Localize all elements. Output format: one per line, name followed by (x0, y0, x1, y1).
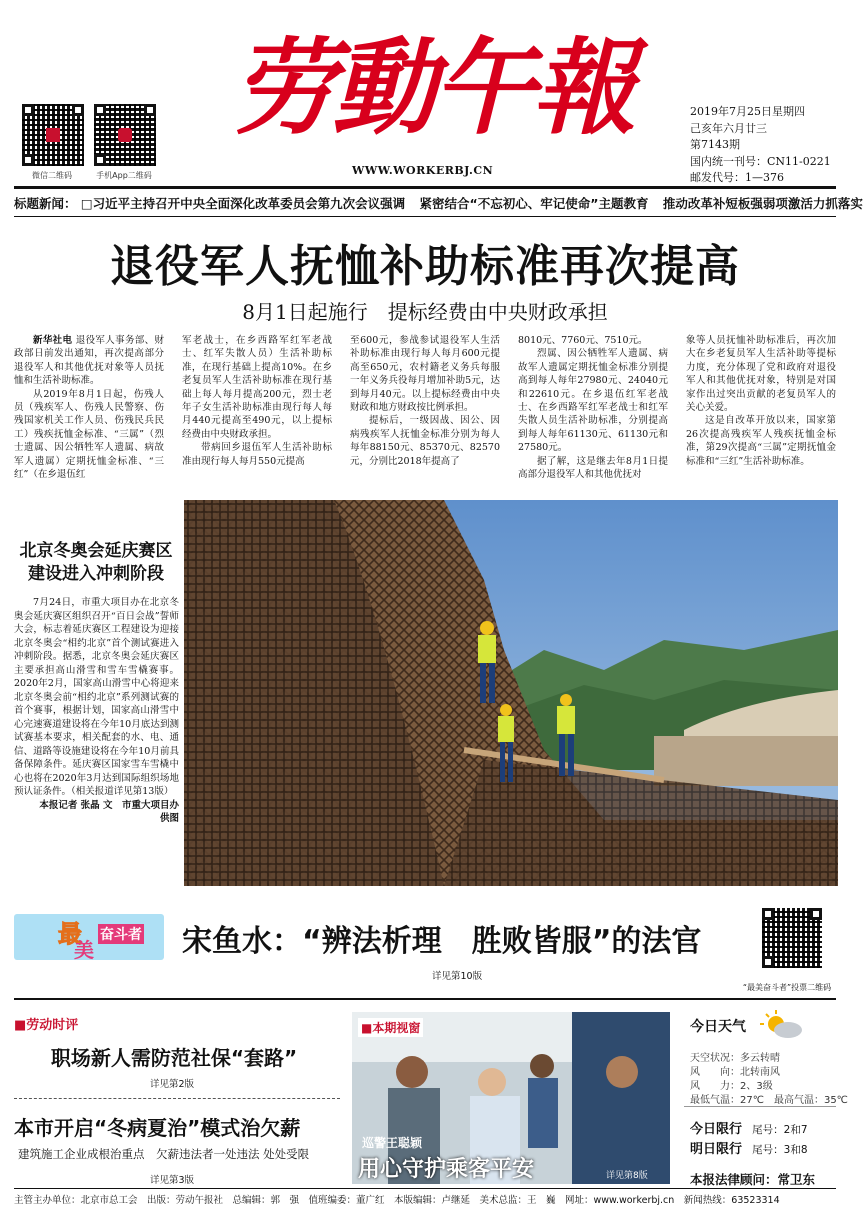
footer-divider (14, 1188, 836, 1189)
badge-tag: 奋斗者 (98, 924, 144, 944)
newspaper-logo: 劳動午報 (232, 26, 633, 149)
lower-divider (14, 998, 836, 1000)
side-story-text: 7月24日，市重大项目办在北京冬奥会延庆赛区组织召开“百日会战”誓师大会，标志着延庆赛区工程建设为迎接北京冬奥会“相约北京”首个测试赛进入冲刺阶段。据悉，北京冬奥会延庆赛区主要承担高山滑雪和雪车雪橇赛事。2020年2月，国家高山滑雪中心将迎来北京冬奥会前“相约北京”系列测试赛的首个赛事，根据计划，国家高山滑雪中心完速赛道建设将在今年10月底达到测试赛基本要求，相关配套的水、电、通信、道路等设施建设将在今年10月前具备保障条件。延庆赛区国家雪车雪橇中心也将在2020年3月达到国际组织场地预认证条件。（相关报道详见第13版） (14, 597, 179, 797)
traffic-tomorrow-value: 尾号：3和8 (752, 1144, 808, 1156)
lead-text: 带病回乡退伍军人生活补助标准由现行每人每月550元提高 (182, 442, 332, 467)
postal-code: 邮发代号：1—376 (690, 171, 784, 184)
commentary-headline[interactable]: 职场新人需防范社保“套路” (50, 1046, 298, 1070)
most-beautiful-badge[interactable] (14, 914, 164, 960)
lead-column-4 (518, 334, 668, 496)
construction-photo-art (184, 500, 838, 886)
window-caption-small: 巡警王聪颖 (362, 1136, 423, 1150)
weather-wind-direction: 风 向：北转南风 (690, 1067, 780, 1078)
traffic-today-label: 今日限行 (690, 1122, 743, 1137)
badge-char-mid: 美 (74, 938, 94, 962)
construction-photo[interactable] (184, 500, 838, 886)
banner-title[interactable]: 宋鱼水：“辨法析理 胜败皆服”的法官 (182, 924, 702, 959)
lead-column-5 (686, 334, 836, 496)
lead-text: 据了解，这是继去年8月1日提高部分退役军人和其他优抚对 (518, 455, 668, 481)
lead-text: 象等人员抚恤补助标准后，再次加大在乡老复员军人生活补助等提标力度，充分体现了党和政府对退役军人和其他优抚对象，特别是对国家作出过突出贡献的老复员军人的关心关爱。 (686, 335, 836, 414)
lead-subheadline: 8月1日起施行 提标经费由中央财政承担 (242, 300, 608, 324)
weather-temperature: 最低气温：27℃ 最高气温：35℃ (690, 1095, 848, 1106)
masthead-divider (14, 186, 836, 189)
vote-qr-caption: “最美奋斗者”投票二维码 (742, 983, 832, 992)
byline: 新华社电 (33, 335, 73, 346)
lead-headline[interactable]: 退役军人抚恤补助标准再次提高 (110, 241, 740, 292)
app-qr-label: 手机App二维码 (96, 171, 152, 180)
weather-sky: 天空状况：多云转晴 (690, 1053, 780, 1064)
wechat-qr-code[interactable] (22, 104, 84, 166)
side-story-headline[interactable]: 北京冬奥会延庆赛区建设进入冲刺阶段 (19, 541, 173, 584)
commentary-divider (14, 1098, 340, 1099)
headline-divider (14, 216, 836, 217)
lead-text: 这是自改革开放以来，国家第26次提高残疾军人残疾抚恤金标准，第29次提高“三属”定期抚恤金标准和“三红”生活补助标准。 (686, 415, 836, 467)
traffic-tomorrow (690, 1138, 808, 1157)
headline-item[interactable]: 推动改革补短板强弱项激活力抓落实 (662, 196, 863, 211)
app-qr-code[interactable] (94, 104, 156, 166)
second-story-headline[interactable]: 本市开启“冬病夏治”模式治欠薪 (14, 1116, 301, 1140)
partly-cloudy-icon (760, 1010, 804, 1040)
second-story-subheadline: 建筑施工企业成根治重点 欠薪违法者一处违法 处处受限 (18, 1147, 310, 1161)
serial-number: 国内统一刊号：CN11-0221 (690, 154, 831, 168)
vote-qr-code[interactable] (762, 908, 822, 968)
window-photo[interactable] (352, 1012, 670, 1184)
weather-details (690, 1052, 848, 1108)
weather-divider (684, 1106, 836, 1107)
traffic-tomorrow-label: 明日限行 (690, 1142, 743, 1157)
traffic-today (690, 1118, 808, 1137)
lead-text: 退役军人事务部、财政部日前发出通知，再次提高部分退役军人和其他优抚对象等人员抚恤和生活补助标准。 (14, 335, 164, 387)
issue-info (690, 104, 831, 187)
window-label: ■本期视窗 (358, 1018, 423, 1037)
site-url[interactable]: WWW.WORKERBJ.CN (352, 164, 494, 177)
footer-credits: 主管主办单位：北京市总工会 出版：劳动午报社 总编辑：郭 强 值班编委：董广红 本版编辑：卢继延 美术总监：王 巍 网址：www.workerbj.cn 新闻热线：63523314 (14, 1195, 780, 1206)
window-ref: 详见第8版 (606, 1171, 648, 1181)
badge-char-top: 最 (58, 920, 82, 948)
second-story-ref: 详见第3版 (150, 1175, 195, 1186)
weather-wind-force: 风 力：2、3级 (690, 1081, 773, 1092)
issue-date: 2019年7月25日星期四 (690, 105, 805, 118)
wechat-qr-label: 微信二维码 (32, 171, 72, 180)
weather-title: 今日天气 (690, 1019, 746, 1035)
headline-strip (14, 194, 863, 214)
commentary-section-label: ■劳动时评 (14, 1018, 79, 1033)
headline-item[interactable]: 紧密结合“不忘初心、牢记使命”主题教育 (419, 196, 649, 211)
lead-text: 提标后，一级因战、因公、因病残疾军人抚恤金标准分别为每人每年88150元、85370元、82570元，分别比2018年提高了 (350, 415, 500, 467)
lead-column-1 (14, 334, 164, 496)
issue-number: 第7143期 (690, 138, 740, 151)
commentary-ref: 详见第2版 (150, 1079, 195, 1090)
lead-text: 8010元、7760元、7510元。 (518, 335, 648, 346)
lead-text: 军老战士，在乡西路军红军老战士、红军失散人员）生活补助标准，在现行基础上提高10%。在乡老复员军人生活补助标准在现行基础上每人每月提高200元，烈士老年子女生活补助标准由现行每人每月440元提高至490元，以上提标经费由中央财政承担。 (182, 335, 332, 440)
lead-text: 从2019年8月1日起，伤残人员（残疾军人、伤残人民警察、伤残国家机关工作人员、伤残民兵民工）残疾抚恤金标准、“三属”（烈士遗属、因公牺牲军人遗属、病故军人遗属）定期抚恤金标准、“三红”（在乡退伍红 (14, 388, 164, 481)
banner-ref: 详见第10版 (432, 971, 483, 982)
side-story-body (14, 596, 179, 826)
headline-item[interactable]: □习近平主持召开中央全面深化改革委员会第九次会议强调 (80, 196, 406, 211)
side-story-credit: 本报记者 张晶 文 市重大项目办供图 (39, 799, 179, 824)
lead-text: 烈属、因公牺牲军人遗属、病故军人遗属定期抚恤金标准分别提高到每人每年27980元、24040元和22610元。在乡退伍红军老战士、在乡西路军红军老战士和红军失散人员生活补助标准，分别提高到每人每年61130元、61130元和27580元。 (518, 348, 668, 454)
traffic-today-value: 尾号：2和7 (752, 1124, 808, 1136)
lead-column-3 (350, 334, 500, 496)
lunar-date: 己亥年六月廿三 (690, 121, 767, 135)
headline-strip-label: 标题新闻： (14, 196, 77, 211)
lead-text: 至600元，参战参试退役军人生活补助标准由现行每人每月600元提高至650元，农村籍老义务兵每服一年义务兵役每月增加补助5元，达到每月40元。以上提标经费由中央财政和地方财政按比例承担。 (350, 335, 500, 414)
window-caption-big: 用心守护乘客平安 (358, 1157, 535, 1182)
legal-advisor: 本报法律顾问：常卫东 (690, 1172, 816, 1187)
lead-column-2 (182, 334, 332, 496)
